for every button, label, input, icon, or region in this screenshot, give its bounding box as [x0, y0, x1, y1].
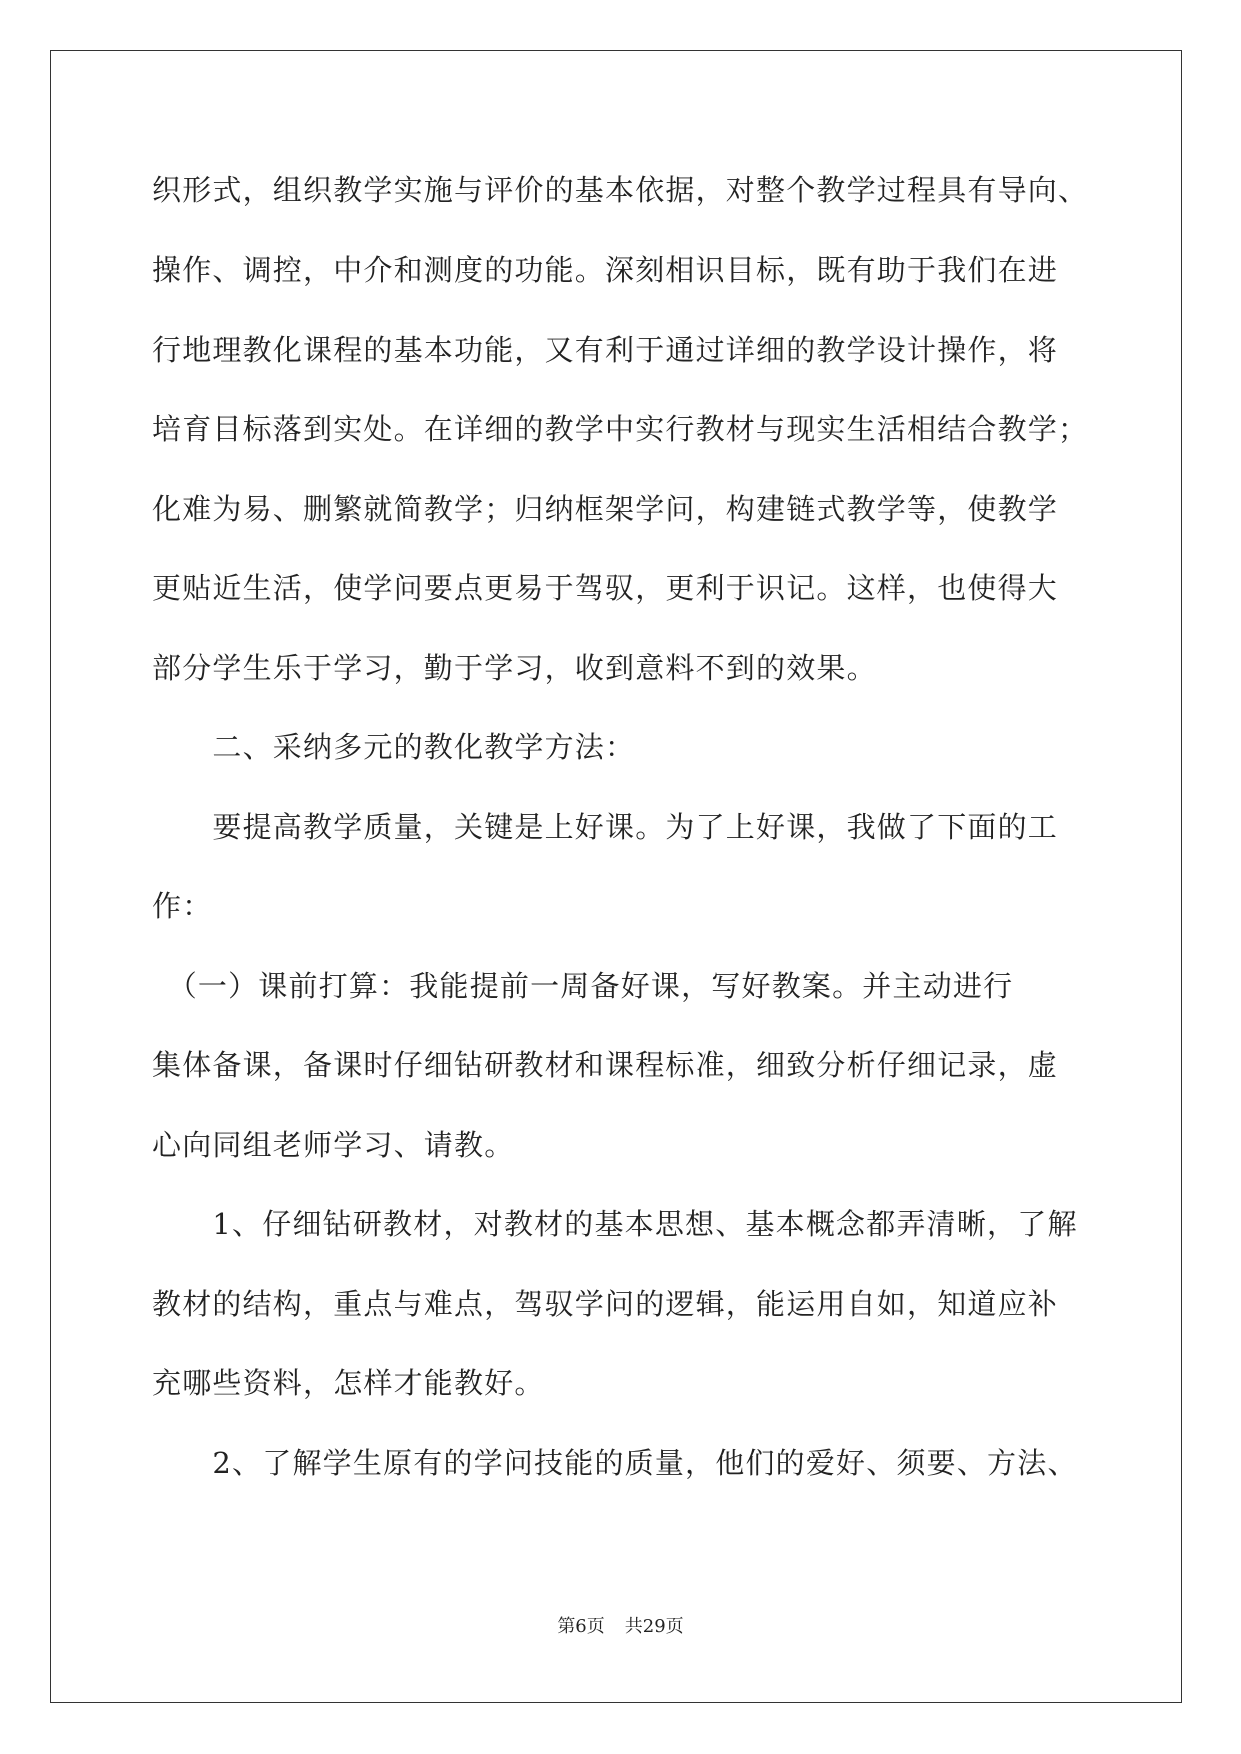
page-footer [0, 1615, 1241, 1639]
text-line: 作： [152, 889, 213, 923]
text-line: 培育目标落到实处。在详细的教学中实行教材与现实生活相结合教学； [152, 412, 1089, 446]
section-heading: 二、采纳多元的教化教学方法： [152, 730, 636, 764]
text-line: 部分学生乐于学习，勤于学习，收到意料不到的效果。 [152, 651, 877, 685]
text-line: 织形式，组织教学实施与评价的基本依据，对整个教学过程具有导向、 [152, 173, 1089, 207]
text-line: 集体备课，备课时仔细钻研教材和课程标准，细致分析仔细记录，虚 [152, 1048, 1059, 1082]
text-line: 操作、调控，中介和测度的功能。深刻相识目标，既有助于我们在进 [152, 253, 1059, 287]
list-item-line: 2、了解学生原有的学问技能的质量，他们的爱好、须要、方法、 [152, 1446, 1078, 1480]
text-line: 心向同组老师学习、请教。 [152, 1128, 515, 1162]
text-line: 要提高教学质量，关键是上好课。为了上好课，我做了下面的工 [152, 810, 1059, 844]
page-total: 共29页 [624, 1616, 684, 1637]
text-line: 充哪些资料，怎样才能教好。 [152, 1366, 545, 1400]
page-number: 第6页 [557, 1616, 605, 1637]
list-item-line: 1、仔细钻研教材，对教材的基本思想、基本概念都弄清晰，了解 [152, 1207, 1078, 1241]
text-line: 化难为易、删繁就简教学；归纳框架学问，构建链式教学等，使教学 [152, 492, 1059, 526]
text-line: 行地理教化课程的基本功能，又有利于通过详细的教学设计操作，将 [152, 333, 1059, 367]
text-line: 更贴近生活，使学问要点更易于驾驭，更利于识记。这样，也使得大 [152, 571, 1059, 605]
subsection-line: （一）课前打算：我能提前一周备好课，写好教案。并主动进行 [152, 969, 1014, 1003]
text-line: 教材的结构，重点与难点，驾驭学问的逻辑，能运用自如，知道应补 [152, 1287, 1059, 1321]
